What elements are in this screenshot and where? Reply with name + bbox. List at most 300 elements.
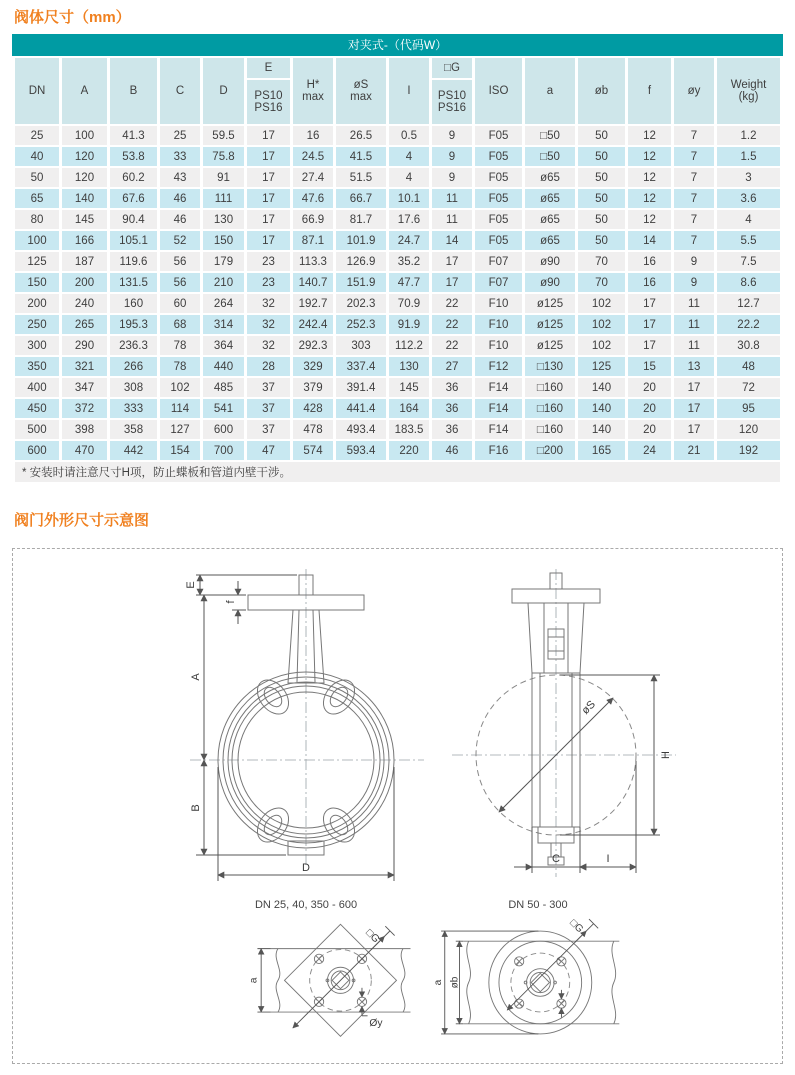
table-cell: 428 — [293, 399, 333, 418]
table-cell: 75.8 — [203, 147, 244, 166]
table-cell: 46 — [160, 189, 200, 208]
table-cell: 700 — [203, 441, 244, 460]
table-cell: 16 — [293, 126, 333, 145]
col-b: B — [110, 58, 157, 124]
col-f: f — [628, 58, 671, 124]
table-cell: 150 — [203, 231, 244, 250]
table-cell: 56 — [160, 273, 200, 292]
table-cell: 541 — [203, 399, 244, 418]
table-cell: 329 — [293, 357, 333, 376]
table-cell: 23 — [247, 273, 290, 292]
col-i: I — [389, 58, 429, 124]
dim-label-C: C — [552, 853, 560, 865]
table-cell: ø90 — [525, 252, 575, 271]
table-cell: 17.6 — [389, 210, 429, 229]
table-row — [15, 441, 780, 460]
table-cell: 36 — [432, 420, 472, 439]
table-cell: 50 — [578, 126, 625, 145]
caption-front-view: DN 25, 40, 350 - 600 — [254, 899, 358, 911]
table-cell: 470 — [62, 441, 107, 460]
dim-label-H: H — [660, 751, 672, 759]
table-cell: ø65 — [525, 210, 575, 229]
table-cell: 391.4 — [336, 378, 386, 397]
table-cell: 20 — [628, 420, 671, 439]
e-ps16: PS16 — [254, 102, 283, 114]
table-row — [15, 315, 780, 334]
table-cell: ø65 — [525, 168, 575, 187]
table-cell: F16 — [475, 441, 522, 460]
table-cell: 20 — [628, 399, 671, 418]
table-cell: 51.5 — [336, 168, 386, 187]
table-cell: 290 — [62, 336, 107, 355]
table-cell: 337.4 — [336, 357, 386, 376]
table-cell: 87.1 — [293, 231, 333, 250]
table-cell: 440 — [203, 357, 244, 376]
table-cell: □160 — [525, 420, 575, 439]
dim-label-B: B — [190, 804, 202, 812]
table-cell: 333 — [110, 399, 157, 418]
table-cell: 4 — [717, 210, 780, 229]
table-cell: 67.6 — [110, 189, 157, 208]
round-pad-dimensions — [441, 919, 598, 1034]
table-cell: 16 — [628, 252, 671, 271]
table-cell: 17 — [674, 420, 714, 439]
table-row — [15, 399, 780, 418]
table-cell: 17 — [247, 126, 290, 145]
table-cell: F10 — [475, 336, 522, 355]
table-cell: 126.9 — [336, 252, 386, 271]
section-title-outline-diagram: 阀门外形尺寸示意图 — [14, 512, 150, 529]
section-title-body-dimensions: 阀体尺寸（mm） — [14, 9, 131, 26]
table-cell: 105.1 — [110, 231, 157, 250]
table-cell: 166 — [62, 231, 107, 250]
table-cell: 59.5 — [203, 126, 244, 145]
table-cell: 22 — [432, 336, 472, 355]
table-cell: 47.6 — [293, 189, 333, 208]
table-cell: F14 — [475, 420, 522, 439]
table-cell: □160 — [525, 399, 575, 418]
table-cell: 300 — [15, 336, 59, 355]
table-cell: 264 — [203, 294, 244, 313]
table-cell: F14 — [475, 378, 522, 397]
table-cell: 140 — [578, 420, 625, 439]
table-cell: 7 — [674, 126, 714, 145]
dim-label-a-square: a — [248, 977, 260, 984]
table-cell: 50 — [578, 189, 625, 208]
table-cell: F05 — [475, 147, 522, 166]
table-cell: ø125 — [525, 294, 575, 313]
table-cell: 350 — [15, 357, 59, 376]
table-cell: 25 — [160, 126, 200, 145]
table-cell: 81.7 — [336, 210, 386, 229]
table-cell: F05 — [475, 210, 522, 229]
table-cell: F07 — [475, 273, 522, 292]
table-cell: 202.3 — [336, 294, 386, 313]
table-cell: 10.1 — [389, 189, 429, 208]
caption-side-view: DN 50 - 300 — [508, 899, 568, 911]
table-cell: 27 — [432, 357, 472, 376]
table-cell: 17 — [247, 168, 290, 187]
col-h-sub: max — [302, 91, 324, 103]
col-h-label: H* — [306, 79, 320, 91]
table-cell: 120 — [62, 147, 107, 166]
table-cell: 12.7 — [717, 294, 780, 313]
col-c: C — [160, 58, 200, 124]
table-cell: □50 — [525, 126, 575, 145]
table-cell: 60.2 — [110, 168, 157, 187]
table-row — [15, 210, 780, 229]
table-cell: 53.8 — [110, 147, 157, 166]
col-ob: øb — [578, 58, 625, 124]
table-cell: 50 — [578, 147, 625, 166]
col-iso: ISO — [475, 58, 522, 124]
table-cell: 24.5 — [293, 147, 333, 166]
col-weight — [717, 58, 780, 124]
table-cell: 100 — [62, 126, 107, 145]
table-cell: 21 — [674, 441, 714, 460]
table-footer — [15, 462, 780, 482]
table-cell: 1.5 — [717, 147, 780, 166]
mounting-pad-square-drawing — [233, 915, 448, 1055]
table-cell: 372 — [62, 399, 107, 418]
table-cell: 32 — [247, 336, 290, 355]
table-cell: 12 — [628, 147, 671, 166]
table-cell: 154 — [160, 441, 200, 460]
table-cell: 35.2 — [389, 252, 429, 271]
col-a: A — [62, 58, 107, 124]
table-cell: 9 — [432, 126, 472, 145]
table-cell: 37 — [247, 399, 290, 418]
table-row — [15, 273, 780, 292]
table-cell: 150 — [15, 273, 59, 292]
table-cell: 187 — [62, 252, 107, 271]
table-cell: 14 — [432, 231, 472, 250]
table-cell: 28 — [247, 357, 290, 376]
table-cell: 23 — [247, 252, 290, 271]
table-cell: 292.3 — [293, 336, 333, 355]
table-cell: 9 — [674, 273, 714, 292]
table-footnote: * 安装时请注意尺寸H项，防止蝶板和管道内壁干涉。 — [15, 462, 780, 482]
table-cell: ø125 — [525, 315, 575, 334]
table-cell: 398 — [62, 420, 107, 439]
table-cell: 36 — [432, 378, 472, 397]
col-weight-label: Weight — [730, 79, 767, 91]
col-s-label: øS — [353, 79, 369, 91]
dim-label-ob: øb — [449, 976, 461, 989]
table-cell: 125 — [15, 252, 59, 271]
table-cell: 210 — [203, 273, 244, 292]
table-cell: 485 — [203, 378, 244, 397]
table-cell: 308 — [110, 378, 157, 397]
outline-diagram-box — [12, 548, 783, 1064]
col-weight-sub: (kg) — [738, 91, 759, 103]
table-cell: 140.7 — [293, 273, 333, 292]
table-cell: 33 — [160, 147, 200, 166]
table-cell: 7 — [674, 189, 714, 208]
table-cell: 242.4 — [293, 315, 333, 334]
table-cell: 100 — [15, 231, 59, 250]
table-cell: 24 — [628, 441, 671, 460]
table-cell: 11 — [674, 315, 714, 334]
table-cell: ø65 — [525, 231, 575, 250]
dim-label-I: I — [606, 853, 610, 865]
table-cell: 60 — [160, 294, 200, 313]
table-cell: 27.4 — [293, 168, 333, 187]
table-cell: 3.6 — [717, 189, 780, 208]
table-cell: 600 — [15, 441, 59, 460]
table-cell: 12 — [628, 168, 671, 187]
table-cell: 236.3 — [110, 336, 157, 355]
table-cell: 80 — [15, 210, 59, 229]
table-cell: 1.2 — [717, 126, 780, 145]
table-cell: 3 — [717, 168, 780, 187]
table-cell: 17 — [674, 399, 714, 418]
table-cell: □50 — [525, 147, 575, 166]
valve-side-view-drawing — [436, 565, 706, 897]
table-cell: 11 — [674, 336, 714, 355]
table-cell: 24.7 — [389, 231, 429, 250]
table-cell: 32 — [247, 315, 290, 334]
table-row — [15, 420, 780, 439]
table-cell: 0.5 — [389, 126, 429, 145]
table-cell: 102 — [578, 336, 625, 355]
mounting-pad-round-drawing — [428, 909, 648, 1056]
dim-label-oS: øS — [579, 698, 598, 717]
table-cell: 48 — [717, 357, 780, 376]
table-cell: 574 — [293, 441, 333, 460]
table-cell: 5.5 — [717, 231, 780, 250]
table-cell: ø125 — [525, 336, 575, 355]
table-cell: 7 — [674, 231, 714, 250]
table-cell: 478 — [293, 420, 333, 439]
table-cell: 17 — [247, 231, 290, 250]
table-cell: 47 — [247, 441, 290, 460]
table-cell: 32 — [247, 294, 290, 313]
table-cell: 43 — [160, 168, 200, 187]
table-cell: 101.9 — [336, 231, 386, 250]
table-cell: 50 — [578, 210, 625, 229]
table-cell: 41.3 — [110, 126, 157, 145]
table-cell: 37 — [247, 420, 290, 439]
table-cell: 17 — [247, 189, 290, 208]
table-cell: 160 — [110, 294, 157, 313]
valve-front-view-drawing — [176, 565, 436, 897]
table-cell: 140 — [578, 399, 625, 418]
table-cell: F12 — [475, 357, 522, 376]
table-cell: 303 — [336, 336, 386, 355]
table-cell: 66.9 — [293, 210, 333, 229]
table-cell: 41.5 — [336, 147, 386, 166]
col-s-sub: max — [350, 91, 372, 103]
table-cell: 36 — [432, 399, 472, 418]
table-cell: 200 — [15, 294, 59, 313]
table-cell: 600 — [203, 420, 244, 439]
table-cell: 441.4 — [336, 399, 386, 418]
table-cell: 500 — [15, 420, 59, 439]
table-cell: 25 — [15, 126, 59, 145]
g-ps10: PS10 — [437, 90, 467, 102]
table-cell: F10 — [475, 315, 522, 334]
table-row — [15, 126, 780, 145]
table-cell: 17 — [247, 210, 290, 229]
table-cell: 200 — [62, 273, 107, 292]
table-cell: 56 — [160, 252, 200, 271]
table-cell: 102 — [160, 378, 200, 397]
col-e-sub — [247, 80, 290, 124]
side-view-centerlines — [452, 569, 676, 877]
col-oy: øy — [674, 58, 714, 124]
table-cell: 125 — [578, 357, 625, 376]
table-cell: 7 — [674, 210, 714, 229]
table-cell: 16 — [628, 273, 671, 292]
table-body — [15, 126, 780, 460]
table-cell: 112.2 — [389, 336, 429, 355]
table-cell: 450 — [15, 399, 59, 418]
table-cell: 91 — [203, 168, 244, 187]
table-row — [15, 189, 780, 208]
table-cell: 151.9 — [336, 273, 386, 292]
table-cell: 70 — [578, 273, 625, 292]
table-cell: ø90 — [525, 273, 575, 292]
table-row — [15, 294, 780, 313]
table-cell: 37 — [247, 378, 290, 397]
table-banner: 对夹式-（代码W） — [12, 34, 783, 56]
dimension-table-wrap — [12, 34, 783, 484]
table-cell: 26.5 — [336, 126, 386, 145]
dim-label-G-square: □G — [363, 927, 382, 946]
table-cell: □200 — [525, 441, 575, 460]
table-cell: 4 — [389, 147, 429, 166]
table-cell: 240 — [62, 294, 107, 313]
table-cell: F14 — [475, 399, 522, 418]
table-cell: 102 — [578, 294, 625, 313]
table-cell: 40 — [15, 147, 59, 166]
table-cell: ø65 — [525, 189, 575, 208]
table-cell: 164 — [389, 399, 429, 418]
table-cell: 47.7 — [389, 273, 429, 292]
table-cell: 119.6 — [110, 252, 157, 271]
table-cell: 321 — [62, 357, 107, 376]
table-cell: 120 — [717, 420, 780, 439]
table-cell: 12 — [628, 210, 671, 229]
table-cell: □160 — [525, 378, 575, 397]
table-cell: 65 — [15, 189, 59, 208]
table-cell: 17 — [247, 147, 290, 166]
table-cell: 347 — [62, 378, 107, 397]
table-cell: 11 — [432, 189, 472, 208]
dim-label-G-round: □G — [567, 917, 586, 936]
table-cell: 14 — [628, 231, 671, 250]
dim-label-A: A — [190, 673, 202, 681]
dim-label-D: D — [302, 862, 310, 874]
table-cell: □130 — [525, 357, 575, 376]
table-cell: F07 — [475, 252, 522, 271]
table-cell: 102 — [578, 315, 625, 334]
table-cell: 179 — [203, 252, 244, 271]
table-cell: 68 — [160, 315, 200, 334]
table-cell: 91.9 — [389, 315, 429, 334]
table-cell: 30.8 — [717, 336, 780, 355]
table-cell: 220 — [389, 441, 429, 460]
col-dn: DN — [15, 58, 59, 124]
table-cell: 15 — [628, 357, 671, 376]
col-e: E — [247, 58, 290, 78]
dim-label-oy: Øy — [369, 1018, 383, 1030]
table-cell: 120 — [62, 168, 107, 187]
table-cell: 358 — [110, 420, 157, 439]
table-cell: 140 — [578, 378, 625, 397]
table-cell: 22 — [432, 315, 472, 334]
table-cell: 46 — [432, 441, 472, 460]
table-cell: 20 — [628, 378, 671, 397]
table-cell: 8.6 — [717, 273, 780, 292]
table-cell: 50 — [15, 168, 59, 187]
table-cell: 70.9 — [389, 294, 429, 313]
table-row — [15, 147, 780, 166]
table-cell: 78 — [160, 357, 200, 376]
table-cell: 130 — [203, 210, 244, 229]
table-cell: 46 — [160, 210, 200, 229]
bolt-holes — [515, 957, 566, 1008]
dim-label-E: E — [185, 581, 197, 589]
col-d: D — [203, 58, 244, 124]
table-row — [15, 252, 780, 271]
table-row — [15, 231, 780, 250]
table-cell: 127 — [160, 420, 200, 439]
table-cell: 17 — [628, 294, 671, 313]
table-cell: F05 — [475, 189, 522, 208]
table-cell: 17 — [628, 315, 671, 334]
table-cell: 70 — [578, 252, 625, 271]
table-cell: 192.7 — [293, 294, 333, 313]
table-cell: 195.3 — [110, 315, 157, 334]
table-cell: 95 — [717, 399, 780, 418]
table-cell: 78 — [160, 336, 200, 355]
table-cell: 11 — [432, 210, 472, 229]
front-view-centerlines — [190, 569, 424, 867]
table-cell: 12 — [628, 126, 671, 145]
table-cell: 593.4 — [336, 441, 386, 460]
table-cell: 90.4 — [110, 210, 157, 229]
col-g: □G — [432, 58, 472, 78]
table-cell: F10 — [475, 294, 522, 313]
table-cell: 72 — [717, 378, 780, 397]
col-a2: a — [525, 58, 575, 124]
g-ps16: PS16 — [437, 102, 467, 114]
table-cell: 400 — [15, 378, 59, 397]
table-cell: 145 — [389, 378, 429, 397]
front-view-dimensions — [196, 575, 394, 881]
table-row — [15, 168, 780, 187]
table-cell: 50 — [578, 168, 625, 187]
table-cell: 7.5 — [717, 252, 780, 271]
table-cell: 183.5 — [389, 420, 429, 439]
dim-label-a-round: a — [433, 979, 445, 986]
table-cell: 66.7 — [336, 189, 386, 208]
table-cell: 17 — [674, 378, 714, 397]
table-cell: 192 — [717, 441, 780, 460]
table-header — [15, 58, 780, 124]
table-cell: 145 — [62, 210, 107, 229]
table-cell: 9 — [432, 168, 472, 187]
table-cell: 493.4 — [336, 420, 386, 439]
table-cell: F05 — [475, 168, 522, 187]
table-cell: 9 — [674, 252, 714, 271]
table-cell: 7 — [674, 147, 714, 166]
table-cell: 114 — [160, 399, 200, 418]
table-cell: 17 — [432, 252, 472, 271]
table-cell: 131.5 — [110, 273, 157, 292]
